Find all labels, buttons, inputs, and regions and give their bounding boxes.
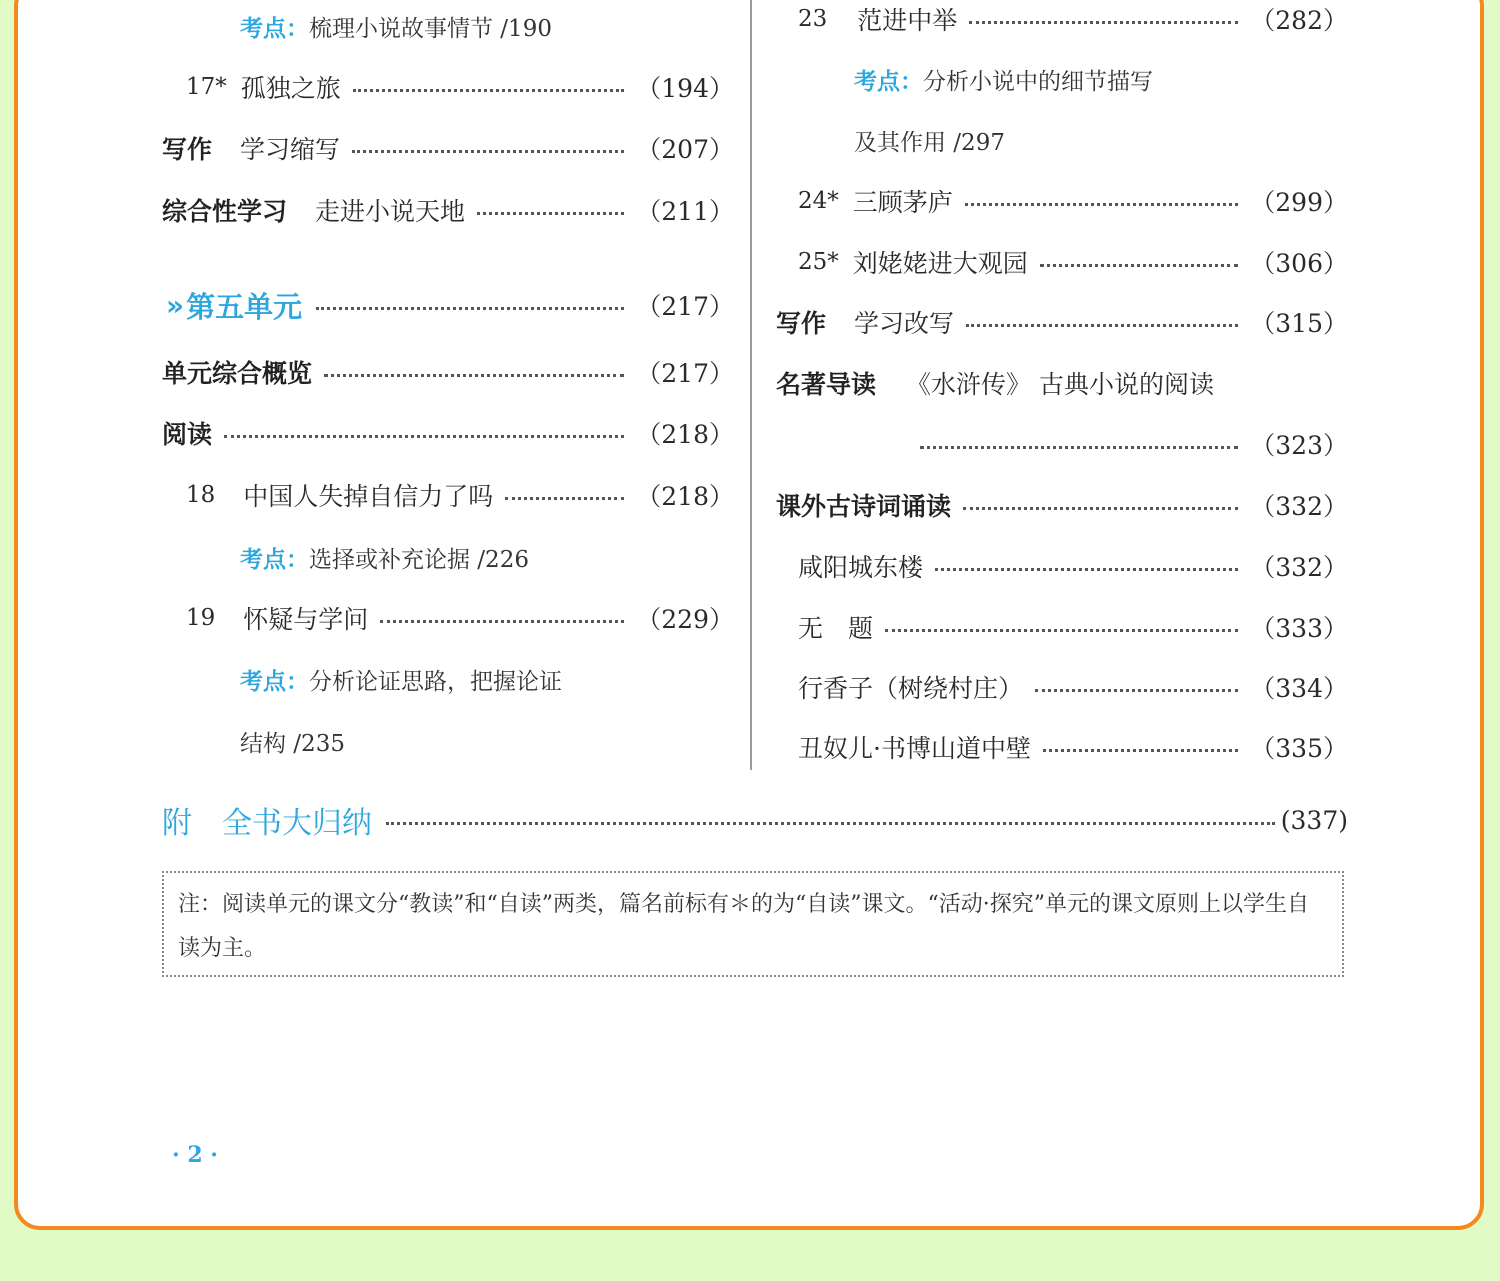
page-ref: （306） — [1250, 249, 1348, 278]
dot-leader — [963, 507, 1238, 510]
toc-entry-writing-right[interactable] — [776, 300, 1348, 344]
page-ref: （299） — [1250, 188, 1348, 217]
lesson-title: 怀疑与学问 — [243, 605, 369, 634]
page-ref: (337) — [1280, 805, 1348, 835]
section-title: 名著导读 — [776, 370, 877, 399]
key-point-text: 选择或补充论据 /226 — [309, 546, 529, 573]
section-title: 课外古诗词诵读 — [776, 492, 952, 521]
section-title: 单元综合概览 — [162, 359, 313, 388]
key-point-label: 考点： — [240, 545, 309, 573]
section-title: 写作 — [776, 309, 827, 338]
page-ref: （217） — [636, 359, 734, 388]
toc-entry-17[interactable] — [186, 65, 734, 109]
dot-leader — [477, 212, 624, 215]
dot-leader — [352, 150, 624, 153]
note-text: 注：阅读单元的课文分“教读”和“自读”两类，篇名前标有＊的为“自读”课文。“活动·探究”单元的课文原则上以学生自读为主。 — [178, 892, 1309, 961]
page-ref: （332） — [1250, 492, 1348, 521]
lesson-title: 范进中举 — [857, 6, 958, 35]
lesson-number: 25* — [798, 249, 839, 275]
toc-entry-19[interactable] — [186, 596, 734, 640]
section-title: 阅读 — [162, 420, 213, 449]
section-subtitle: 《水浒传》 古典小说的阅读 — [906, 370, 1214, 399]
key-point-297 — [854, 57, 1153, 101]
dot-leader — [969, 21, 1238, 24]
key-point-continuation: 结构 /235 — [240, 730, 345, 757]
key-point-226 — [240, 535, 529, 579]
dot-leader — [935, 568, 1238, 571]
page-ref: （211） — [636, 197, 734, 226]
dot-leader — [224, 435, 624, 438]
toc-entry-poem-2[interactable] — [798, 605, 1348, 649]
dot-leader — [965, 203, 1238, 206]
key-point-continuation: 及其作用 /297 — [854, 129, 1005, 156]
lesson-title: 刘姥姥进大观园 — [852, 249, 1028, 278]
page-ref: （207） — [636, 135, 734, 164]
lesson-number: 19 — [186, 605, 216, 631]
toc-entry-overview[interactable] — [162, 350, 734, 394]
toc-entry-comprehensive[interactable] — [162, 188, 734, 232]
section-subtitle: 走进小说天地 — [315, 197, 466, 226]
key-point-label: 考点： — [240, 667, 309, 695]
lesson-title: 三顾茅庐 — [852, 188, 953, 217]
poem-title: 咸阳城东楼 — [798, 553, 924, 582]
key-point-label: 考点： — [240, 14, 309, 42]
section-title: 综合性学习 — [162, 197, 288, 226]
key-point-235 — [240, 657, 562, 701]
page-ref: （282） — [1250, 6, 1348, 35]
page-ref: （218） — [636, 482, 734, 511]
toc-entry-25[interactable] — [798, 240, 1348, 284]
appendix-label: 附 — [162, 806, 192, 841]
lesson-title: 孤独之旅 — [240, 74, 341, 103]
page-ref: （334） — [1250, 674, 1348, 703]
unit-heading-5[interactable] — [166, 280, 734, 330]
dot-leader — [1043, 749, 1238, 752]
toc-entry-poem-1[interactable] — [798, 544, 1348, 588]
dot-leader — [324, 374, 624, 377]
dot-leader — [966, 324, 1238, 327]
toc-entry-18[interactable] — [186, 473, 734, 517]
dot-leader — [380, 620, 624, 623]
section-title: 写作 — [162, 135, 213, 164]
page-ref: （332） — [1250, 553, 1348, 582]
lesson-number: 18 — [186, 482, 216, 508]
page-ref: （323） — [1250, 431, 1348, 460]
toc-entry-poem-3[interactable] — [798, 665, 1348, 709]
toc-entry-reading[interactable] — [162, 411, 734, 455]
toc-entry-classics-page — [920, 422, 1348, 466]
lesson-number: 23 — [798, 6, 828, 32]
dot-leader — [316, 307, 624, 310]
key-point-text: 梳理小说故事情节 /190 — [309, 15, 552, 42]
toc-entry-poems[interactable] — [776, 483, 1348, 527]
page-ref: （217） — [636, 292, 734, 321]
key-point-text: 分析小说中的细节描写 — [923, 68, 1153, 95]
section-subtitle: 学习改写 — [854, 309, 955, 338]
lesson-title: 中国人失掉自信力了吗 — [243, 482, 494, 511]
page-number: · 2 · — [172, 1142, 218, 1168]
page-ref: （229） — [636, 605, 734, 634]
poem-title: 丑奴儿·书博山道中壁 — [798, 734, 1031, 763]
dot-leader — [885, 629, 1238, 632]
dot-leader — [920, 446, 1238, 449]
poem-title: 行香子（树绕村庄） — [798, 674, 1024, 703]
lesson-number: 24* — [798, 188, 839, 214]
dot-leader — [505, 497, 624, 500]
page-ref: （218） — [636, 420, 734, 449]
note-box — [162, 871, 1344, 977]
toc-entry-poem-4[interactable] — [798, 725, 1348, 769]
unit-title: 第五单元 — [186, 289, 303, 324]
chevron-right-icon: » — [166, 288, 185, 322]
appendix-entry[interactable] — [162, 795, 1348, 845]
page-ref: （194） — [636, 74, 734, 103]
column-divider — [750, 0, 752, 770]
lesson-number: 17* — [186, 74, 227, 100]
dot-leader — [386, 822, 1275, 825]
dot-leader — [1035, 689, 1238, 692]
dot-leader — [353, 89, 624, 92]
page-ref: （335） — [1250, 734, 1348, 763]
toc-entry-classics[interactable] — [776, 361, 1348, 405]
toc-entry-writing-left[interactable] — [162, 126, 734, 170]
dot-leader — [1040, 264, 1238, 267]
key-point-190 — [240, 4, 552, 48]
key-point-label: 考点： — [854, 67, 923, 95]
poem-title: 无 题 — [798, 614, 874, 643]
page-ref: （315） — [1250, 309, 1348, 338]
appendix-title: 全书大归纳 — [222, 806, 372, 841]
page-ref: （333） — [1250, 614, 1348, 643]
toc-entry-23[interactable] — [798, 0, 1348, 41]
key-point-text: 分析论证思路，把握论证 — [309, 668, 562, 695]
section-subtitle: 学习缩写 — [240, 135, 341, 164]
toc-entry-24[interactable] — [798, 179, 1348, 223]
